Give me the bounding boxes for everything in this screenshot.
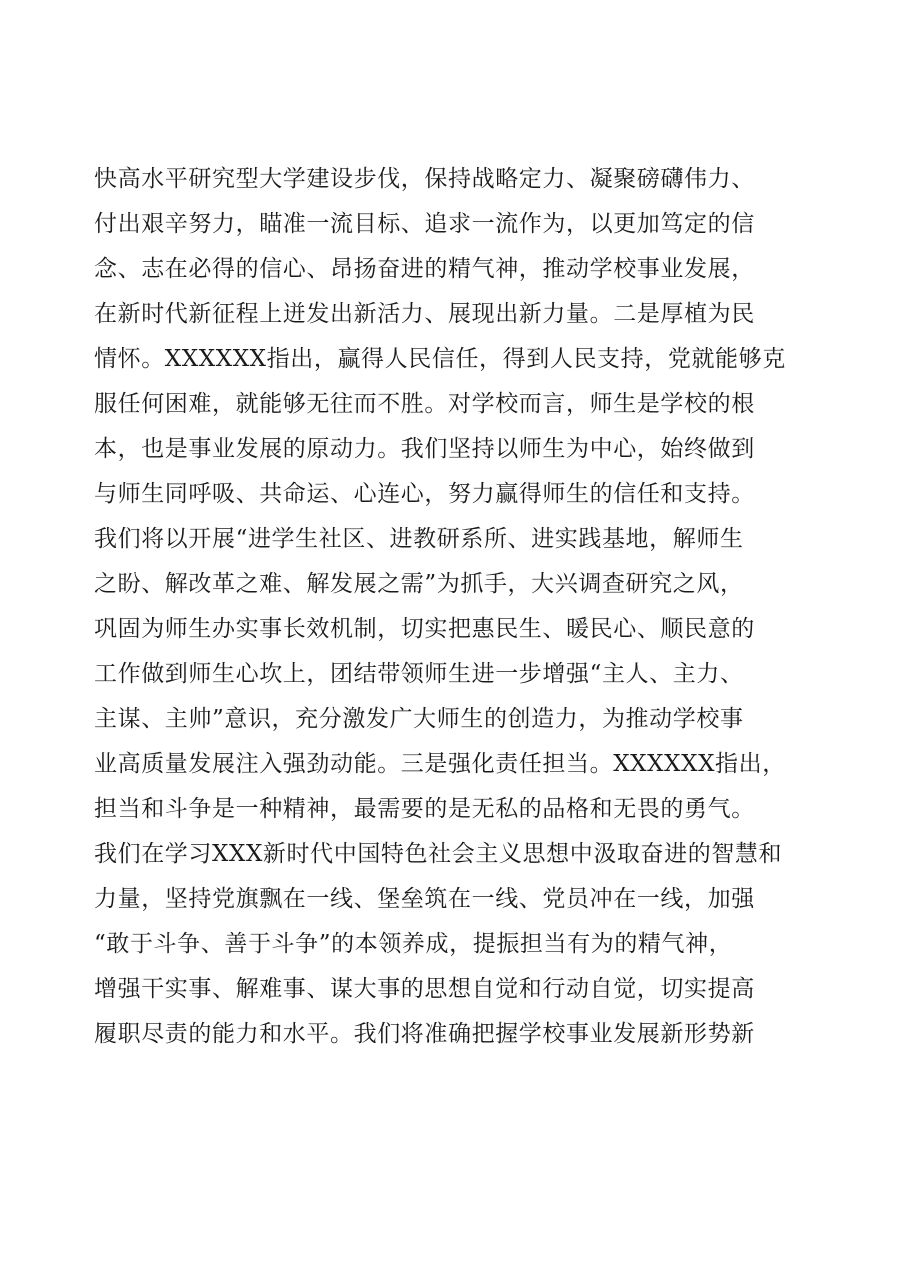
text-line: 之盼、解改革之难、解发展之需”为抓手，大兴调查研究之风， xyxy=(94,571,744,597)
text-line: 我们将以开展“进学生社区、进教研系所、进实践基地，解师生 xyxy=(94,526,744,552)
text-line: 担当和斗争是一种精神，最需要的是无私的品格和无畏的勇气。 xyxy=(94,796,755,822)
body-text xyxy=(94,157,834,1057)
text-line: 业高质量发展注入强劲动能。三是强化责任担当。XXXXXX指出， xyxy=(94,751,786,777)
text-line: 履职尽责的能力和水平。我们将准确把握学校事业发展新形势新 xyxy=(94,1021,755,1047)
text-line: 快高水平研究型大学建设步伐，保持战略定力、凝聚磅礴伟力、 xyxy=(94,166,755,192)
text-line: 服任何困难，就能够无往而不胜。对学校而言，师生是学校的根 xyxy=(94,391,755,417)
text-line: 巩固为师生办实事长效机制，切实把惠民生、暖民心、顺民意的 xyxy=(94,616,755,642)
text-line: 本，也是事业发展的原动力。我们坚持以师生为中心，始终做到 xyxy=(94,436,755,462)
text-line: 力量，坚持党旗飘在一线、堡垒筑在一线、党员冲在一线，加强 xyxy=(94,886,755,912)
text-line: 工作做到师生心坎上，团结带领师生进一步增强“主人、主力、 xyxy=(94,661,744,687)
text-line: 在新时代新征程上迸发出新活力、展现出新力量。二是厚植为民 xyxy=(94,301,755,327)
text-line: 付出艰辛努力，瞄准一流目标、追求一流作为，以更加笃定的信 xyxy=(94,211,755,237)
text-line: 念、志在必得的信心、昂扬奋进的精气神，推动学校事业发展， xyxy=(94,256,755,282)
text-line: 增强干实事、解难事、谋大事的思想自觉和行动自觉，切实提高 xyxy=(94,976,755,1002)
text-line: 我们在学习XXX新时代中国特色社会主义思想中汲取奋进的智慧和 xyxy=(94,841,783,867)
text-line: 与师生同呼吸、共命运、心连心，努力赢得师生的信任和支持。 xyxy=(94,481,755,507)
text-line: “敢于斗争、善于斗争”的本领养成，提振担当有为的精气神， xyxy=(94,931,733,957)
text-line: 主谋、主帅”意识，充分激发广大师生的创造力，为推动学校事 xyxy=(94,706,744,732)
text-line: 情怀。XXXXXX指出，赢得人民信任，得到人民支持，党就能够克 xyxy=(94,346,786,372)
